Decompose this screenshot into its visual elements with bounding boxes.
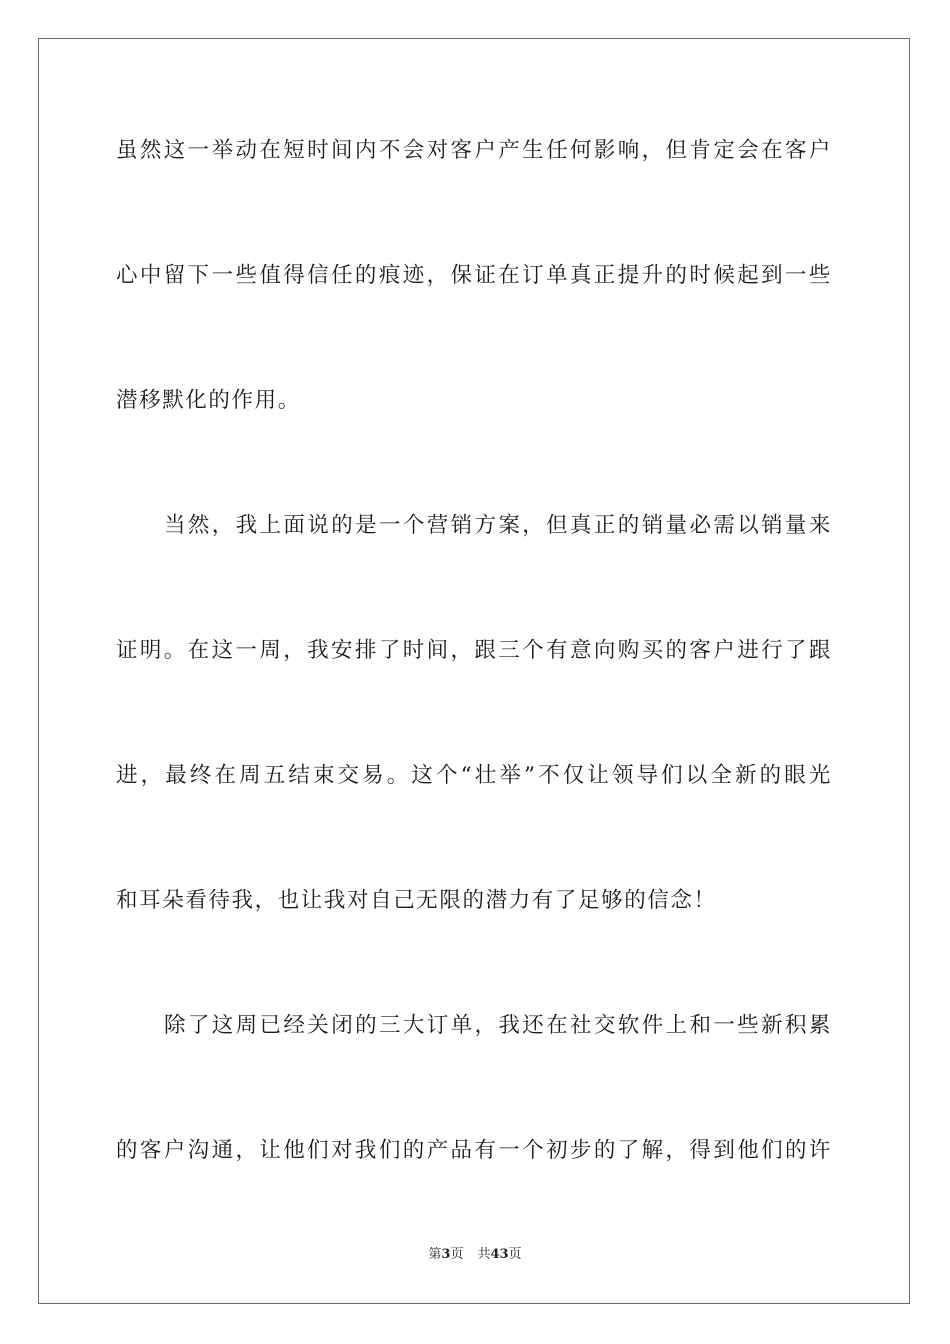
page-border — [38, 38, 910, 1304]
total-prefix: 共 — [477, 1247, 491, 1262]
body-text-line-1: 虽然这一举动在短时间内不会对客户产生任何影响，但肯定会在客户 — [116, 138, 832, 163]
page-prefix: 第 — [428, 1247, 442, 1262]
page-suffix: 页 — [450, 1247, 464, 1262]
total-pages: 43 — [490, 1247, 509, 1262]
body-text-line-8: 除了这周已经关闭的三大订单，我还在社交软件上和一些新积累 — [164, 1013, 832, 1038]
body-text-line-3: 潜移默化的作用。 — [116, 388, 301, 413]
body-text-line-9: 的客户沟通，让他们对我们的产品有一个初步的了解，得到他们的许 — [116, 1138, 832, 1163]
body-text-line-5: 证明。在这一周，我安排了时间，跟三个有意向购买的客户进行了跟 — [116, 638, 832, 663]
body-text-line-6: 进，最终在周五结束交易。这个“壮举”不仅让领导们以全新的眼光 — [116, 763, 832, 788]
page-number: 3 — [441, 1247, 451, 1262]
body-text-line-2: 心中留下一些值得信任的痕迹，保证在订单真正提升的时候起到一些 — [116, 263, 832, 288]
body-text-line-7: 和耳朵看待我，也让我对自己无限的潜力有了足够的信念！ — [116, 888, 717, 913]
page-footer — [0, 1246, 950, 1264]
total-suffix: 页 — [508, 1247, 522, 1262]
body-text-line-4: 当然，我上面说的是一个营销方案，但真正的销量必需以销量来 — [164, 513, 832, 538]
